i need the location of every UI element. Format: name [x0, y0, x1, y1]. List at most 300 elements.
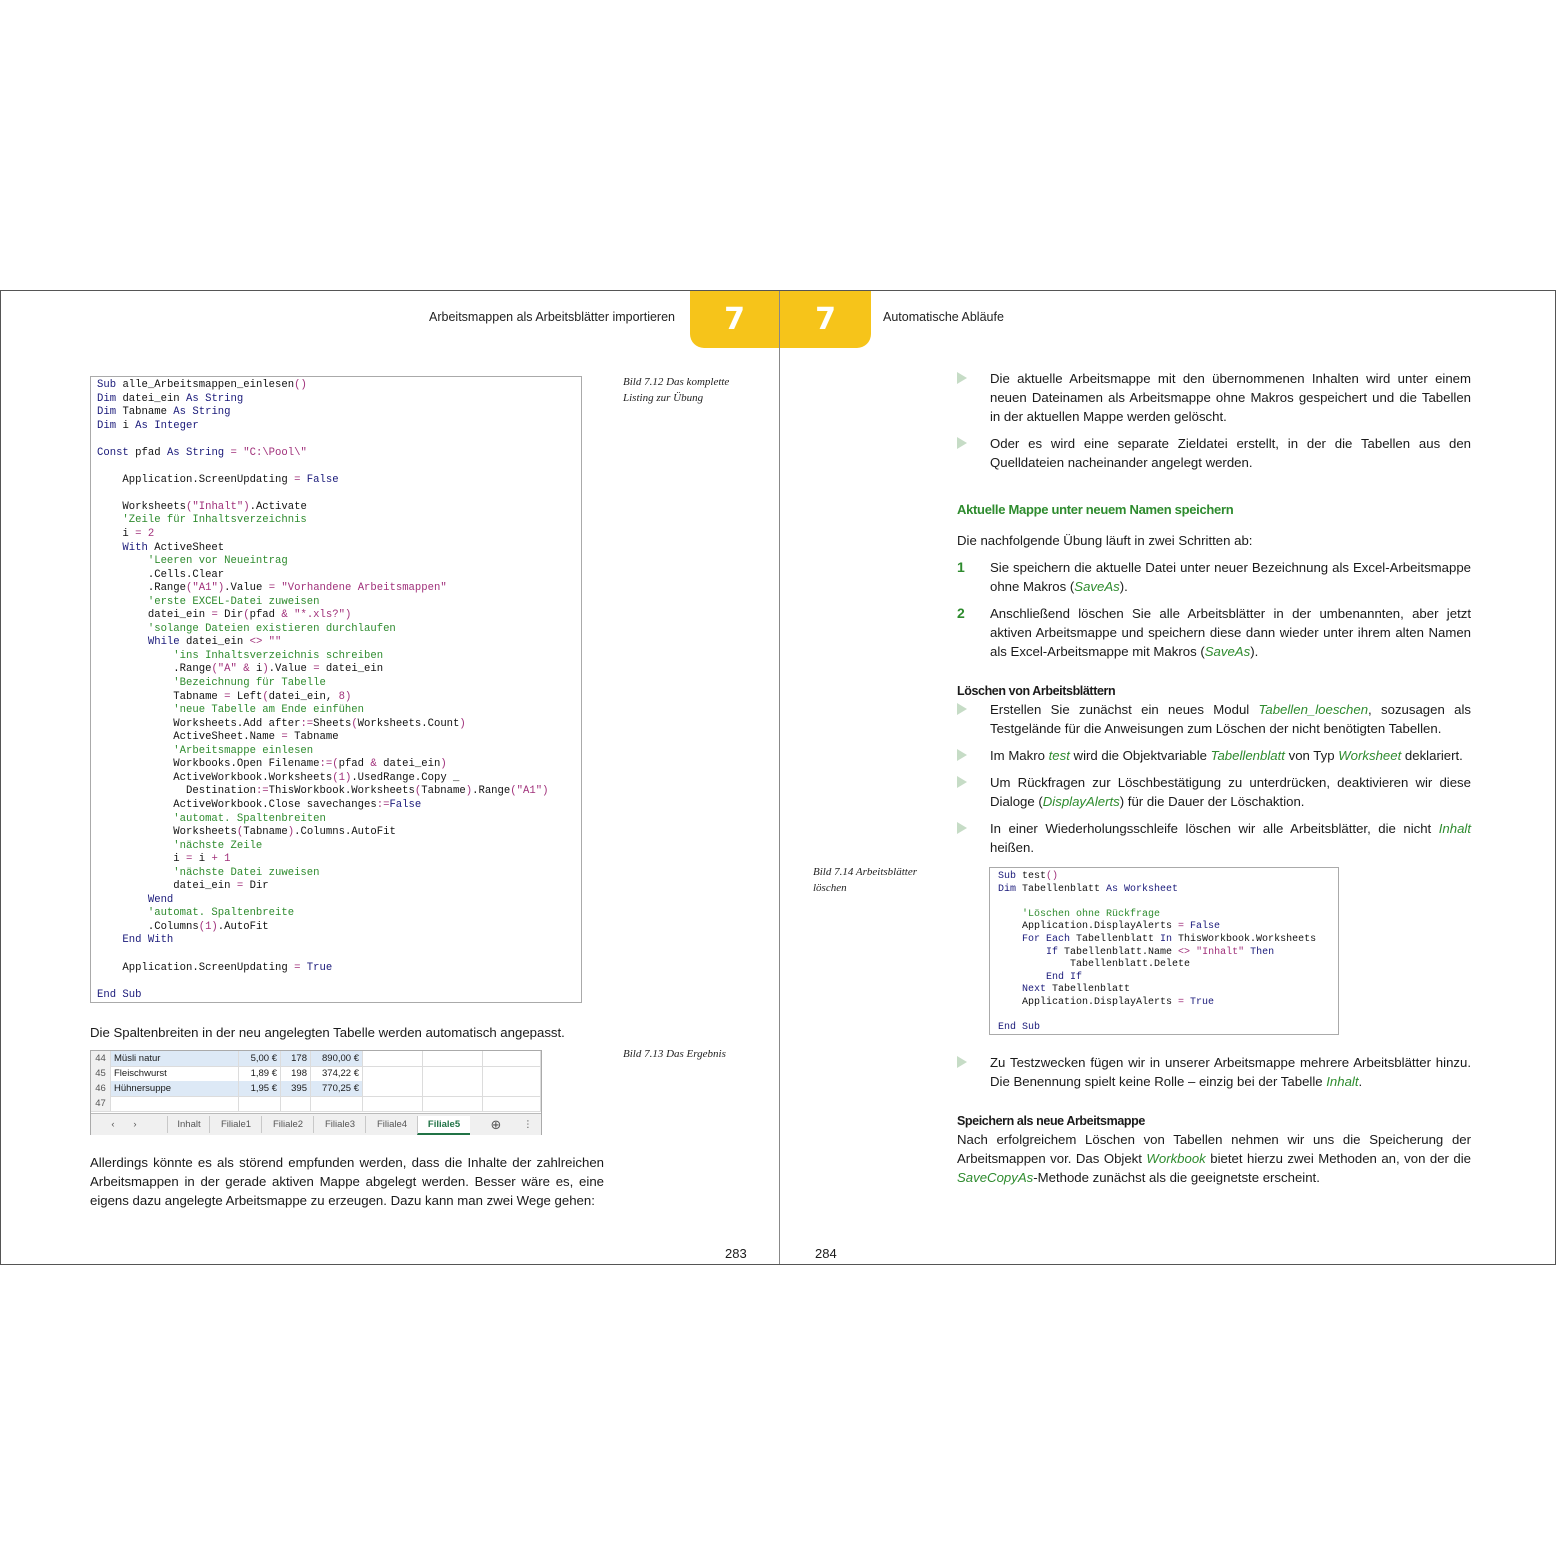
intro-paragraph: [957, 531, 1471, 550]
code-line: [97, 731, 548, 745]
step-text: ).: [1250, 644, 1259, 659]
code-line: [97, 989, 548, 1003]
sheet-tab-inhalt[interactable]: Inhalt: [167, 1116, 210, 1133]
cell-qty: 198: [281, 1066, 311, 1081]
code-line: [97, 975, 548, 989]
code-token: ): [344, 609, 352, 622]
paragraph-text: bietet hierzu zwei Methoden an, von der die: [1205, 1151, 1471, 1166]
bullet-text: Oder es wird eine separate Zieldatei erstellt, in der die Tabellen aus den Quelldateien nacheinander angelegt werden.: [990, 436, 1471, 470]
code-token: Dir: [249, 880, 269, 893]
code-token: As String: [166, 446, 231, 459]
loeschen-bullets: [957, 700, 1471, 865]
bullet-item: [957, 773, 1471, 811]
step-text: Anschließend löschen Sie alle Arbeitsblätter in der umbenannten, aber jetzt aktiven Arbeitsmappe und speichern diese dann wieder unter ihrem alten Namen als Excel-Arbeitsmappe mit Makros (: [990, 606, 1471, 659]
code-line: [97, 962, 548, 976]
sheet-tab-filiale4[interactable]: Filiale4: [365, 1116, 418, 1133]
caption-test: [813, 864, 917, 896]
cell-product: Müsli natur: [111, 1051, 239, 1066]
code-token: Tabname: [243, 826, 288, 839]
heading-loeschen: [957, 681, 1471, 701]
bullet-arrow-icon: [957, 749, 967, 761]
code-line: [97, 393, 548, 407]
code-line: [97, 907, 548, 921]
code-line: [998, 984, 1316, 997]
code-line: [998, 947, 1316, 960]
paragraph-spalten: [90, 1023, 610, 1042]
code-token: (: [186, 500, 193, 513]
code-token: As Worksheet: [1106, 883, 1179, 895]
code-token: &: [243, 663, 256, 676]
code-line: [97, 826, 548, 840]
caption-listing: [623, 374, 729, 406]
code-line: [97, 433, 548, 447]
step-number: 2: [957, 605, 965, 621]
bullet-item: [957, 369, 1471, 426]
right-page-intro-bullets: [957, 369, 1471, 480]
code-token: Tabellenblatt: [1076, 933, 1161, 945]
code-line: [97, 528, 548, 542]
cell-empty: [423, 1066, 483, 1081]
code-token: .Cells.Clear: [97, 568, 225, 581]
code-token: Worksheets.Count: [357, 717, 460, 730]
code-token: datei_ein: [97, 609, 212, 622]
code-token: Application.ScreenUpdating: [97, 961, 295, 974]
code-token: Tabname: [294, 731, 339, 744]
code-line: [97, 474, 548, 488]
cell-total: 770,25 €: [311, 1081, 363, 1096]
code-token: ThisWorkbook.Worksheets: [268, 785, 415, 798]
code-token: True: [306, 961, 333, 974]
code-token: .Value: [268, 663, 314, 676]
code-token: End Sub: [97, 988, 142, 1001]
row-number: 46: [91, 1081, 111, 1096]
cell-price: 5,00 €: [239, 1051, 281, 1066]
step-number: 1: [957, 559, 965, 575]
heading-loeschen-text: Löschen von Arbeitsblättern: [957, 684, 1116, 698]
code-line: [97, 840, 548, 854]
code-token: "A": [217, 663, 244, 676]
code-token: i: [255, 663, 263, 676]
code-line: [97, 799, 548, 813]
cell-qty: 395: [281, 1081, 311, 1096]
code-token: <>: [1178, 946, 1197, 958]
code-token: =: [268, 582, 282, 595]
code-token: =: [211, 609, 225, 622]
code-token: Tabellenblatt.Delete: [998, 959, 1191, 971]
row-number: 44: [91, 1051, 111, 1066]
code-token: ActiveWorkbook.Close savechanges: [97, 798, 377, 811]
code-listing-test: [989, 867, 1339, 1035]
bullet-text: Um Rückfragen zur Löschbestätigung zu unterdrücken, deaktivieren wir diese Dialoge (: [990, 775, 1471, 809]
cell-empty: [363, 1051, 423, 1066]
code-token: =: [281, 731, 295, 744]
heading-speichern-text: Speichern als neue Arbeitsmappe: [957, 1114, 1145, 1128]
paragraph-text: Nach erfolgreichem Löschen von Tabellen nehmen wir uns die Speicherung der Arbeitsmappen vor. Das Objekt: [957, 1132, 1471, 1166]
code-token: ): [465, 785, 473, 798]
code-line: [998, 959, 1316, 972]
row-number: 45: [91, 1066, 111, 1081]
code-token: :=(: [319, 758, 339, 771]
code-line: [97, 623, 548, 637]
code-line: [97, 650, 548, 664]
bullet-arrow-icon: [957, 372, 967, 384]
bullet-text: Erstellen Sie zunächst ein neues Modul: [990, 702, 1259, 717]
code-token: .Range: [472, 785, 511, 798]
code-token: =: [294, 473, 307, 486]
code-token: "A1": [192, 582, 218, 595]
code-line: [97, 555, 548, 569]
caption-test-line-2: löschen: [813, 882, 847, 894]
code-token: Workbooks.Open Filename: [97, 758, 320, 771]
code-token: ): [440, 758, 447, 771]
code-line: [97, 663, 548, 677]
add-sheet-icon[interactable]: ⊕: [490, 1117, 502, 1132]
code-line: [998, 972, 1316, 985]
page-number-left: 283: [725, 1246, 747, 1261]
code-line: [97, 501, 548, 515]
code-line: [97, 596, 548, 610]
code-line: [97, 745, 548, 759]
code-token: Dim: [97, 392, 123, 405]
bullet-text: In einer Wiederholungsschleife löschen wir alle Arbeitsblätter, die nicht: [990, 821, 1439, 836]
more-options-icon[interactable]: ⋮: [523, 1119, 533, 1130]
cell-empty: [423, 1096, 483, 1111]
cell-empty: [483, 1096, 541, 1111]
code-token: (: [262, 690, 269, 703]
excel-row: [91, 1096, 541, 1112]
excel-screenshot: [90, 1050, 542, 1135]
code-term: Workbook: [1146, 1151, 1206, 1166]
code-token: Application.DisplayAlerts: [998, 921, 1179, 933]
code-token: datei_ein: [383, 758, 441, 771]
bullet-text: ) für die Dauer der Löschaktion.: [1119, 794, 1305, 809]
code-token: =: [186, 853, 199, 866]
bullet-text: deklariert.: [1401, 748, 1463, 763]
code-token: True: [1190, 996, 1215, 1008]
code-token: Dir: [224, 609, 244, 622]
code-token: .Columns: [97, 920, 199, 933]
code-line: [97, 853, 548, 867]
bullet-text: , sozusagen als Testgelände für die Anweisungen zum Löschen der nicht benötigten Tabellen.: [990, 702, 1471, 736]
cell-qty: [281, 1096, 311, 1111]
bullet-text: wird die Objektvariable: [1069, 748, 1211, 763]
code-token: 'Leeren vor Neueintrag: [97, 555, 288, 568]
code-token: Then: [1250, 946, 1275, 958]
caption-result: Bild 7.13 Das Ergebnis: [623, 1048, 726, 1060]
heading-aktuelle-mappe: [957, 500, 1471, 519]
code-token: Tabname: [421, 785, 466, 798]
running-head-right: Automatische Abläufe: [883, 310, 1004, 324]
code-token: False: [306, 473, 339, 486]
cell-empty: [363, 1096, 423, 1111]
code-token: As String: [186, 392, 244, 405]
excel-row: [91, 1081, 541, 1097]
code-token: (1): [198, 920, 218, 933]
code-line: [97, 379, 548, 393]
code-line: [97, 880, 548, 894]
code-token: i: [97, 528, 136, 541]
code-token: ): [217, 582, 225, 595]
code-line: [97, 542, 548, 556]
code-line: [97, 758, 548, 772]
code-line: [998, 1010, 1316, 1023]
code-token: &: [370, 758, 384, 771]
sheet-tab-filiale5[interactable]: Filiale5: [417, 1116, 470, 1135]
cell-qty: 178: [281, 1051, 311, 1066]
code-token: Dim: [97, 406, 123, 419]
step-item: [957, 558, 1471, 596]
code-token: .Columns.AutoFit: [294, 826, 396, 839]
code-term: DisplayAlerts: [1042, 794, 1120, 809]
code-token: 'Löschen ohne Rückfrage: [998, 908, 1161, 920]
cell-product: Fleischwurst: [111, 1066, 239, 1081]
code-token: With: [97, 541, 155, 554]
sheet-tab-filiale3[interactable]: Filiale3: [313, 1116, 366, 1133]
code-token: ): [459, 717, 466, 730]
code-token: Tabname: [122, 406, 174, 419]
code-line: [97, 718, 548, 732]
code-term: test: [1048, 748, 1070, 763]
code-token: "Inhalt": [1196, 946, 1251, 958]
code-token: .UsedRange.Copy _: [351, 771, 460, 784]
code-line: [97, 447, 548, 461]
bullet-item: [957, 819, 1471, 857]
code-listing-test-text: [998, 871, 1316, 1035]
code-token: False: [1190, 921, 1221, 933]
code-token: "Inhalt": [192, 500, 244, 513]
testzwecke-bullet: [957, 1053, 1471, 1099]
code-token: Application.ScreenUpdating: [97, 473, 295, 486]
code-token: Tabname: [97, 690, 225, 703]
cell-empty: [363, 1081, 423, 1096]
code-token: =: [224, 690, 237, 703]
code-token: (: [236, 826, 244, 839]
code-token: =: [1178, 921, 1191, 933]
code-term: SaveCopyAs: [957, 1170, 1034, 1185]
code-token: datei_ein: [97, 880, 237, 893]
code-token: 8): [338, 690, 352, 703]
code-token: 'nächste Zeile: [97, 839, 263, 852]
caption-listing-line-2: Listing zur Übung: [623, 392, 704, 404]
code-token: datei_ein: [186, 636, 250, 649]
code-line: [97, 460, 548, 474]
row-number: 47: [91, 1096, 111, 1111]
code-token: (1): [332, 771, 352, 784]
code-token: (: [414, 785, 422, 798]
code-token: datei_ein: [122, 392, 187, 405]
code-token: + 1: [211, 853, 231, 866]
sheet-tab-filiale1[interactable]: Filiale1: [209, 1116, 262, 1133]
code-line: [97, 867, 548, 881]
code-token: If: [998, 946, 1065, 958]
code-token: 'ins Inhaltsverzeichnis schreiben: [97, 649, 384, 662]
code-token: Next: [998, 984, 1053, 996]
running-head-left: Arbeitsmappen als Arbeitsblätter importieren: [429, 310, 675, 324]
paragraph-spalten-text: Die Spaltenbreiten in der neu angelegten Tabelle werden automatisch angepasst.: [90, 1025, 565, 1040]
code-token: ActiveWorkbook.Worksheets: [97, 771, 333, 784]
code-term: Inhalt: [1326, 1074, 1359, 1089]
code-token: 'solange Dateien existieren durchlaufen: [97, 622, 396, 635]
step-text: ).: [1119, 579, 1128, 594]
excel-row: [91, 1051, 541, 1067]
code-token: While: [97, 636, 187, 649]
code-token: Worksheets: [97, 826, 237, 839]
code-token: test: [1022, 871, 1047, 882]
code-token: =: [236, 880, 250, 893]
excel-row: [91, 1066, 541, 1082]
code-token: Worksheets: [97, 500, 187, 513]
code-token: Destination: [97, 785, 256, 798]
code-line: [97, 677, 548, 691]
code-token: =: [313, 663, 326, 676]
code-line: [998, 934, 1316, 947]
code-token: "Vorhandene Arbeitsmappen": [281, 582, 447, 595]
code-token: &: [281, 609, 295, 622]
code-line: [998, 921, 1316, 934]
sheet-tab-bar: [91, 1113, 541, 1135]
code-token: (: [186, 582, 193, 595]
cell-empty: [423, 1081, 483, 1096]
code-line: [97, 420, 548, 434]
caption-test-line-1: Bild 7.14 Arbeitsblätter: [813, 866, 917, 878]
code-token: :=: [376, 798, 390, 811]
code-line: [998, 1022, 1316, 1035]
bullet-item: [957, 700, 1471, 738]
code-token: 'Bezeichnung für Tabelle: [97, 677, 326, 690]
code-token: ): [243, 500, 250, 513]
code-term: Tabellenblatt: [1210, 748, 1285, 763]
code-line: [998, 909, 1316, 922]
steps-list: [957, 558, 1471, 669]
code-token: False: [389, 798, 422, 811]
step-item: [957, 604, 1471, 661]
bullet-text: Im Makro: [990, 748, 1049, 763]
cell-price: 1,89 €: [239, 1066, 281, 1081]
code-line: [97, 569, 548, 583]
code-listing-main-text: [97, 379, 548, 1002]
code-token: Tabellenblatt.Name: [1064, 946, 1179, 958]
code-token: Dim: [97, 419, 123, 432]
bullet-text: Zu Testzwecken fügen wir in unserer Arbeitsmappe mehrere Arbeitsblätter hinzu. Die Benennung spielt keine Rolle – einzig bei der Tabelle: [990, 1055, 1471, 1089]
code-token: :=: [300, 717, 314, 730]
sheet-nav-prev-icon[interactable]: ‹: [111, 1119, 115, 1130]
cell-empty: [483, 1066, 541, 1081]
cell-empty: [483, 1081, 541, 1096]
bullet-text: von Typ: [1284, 748, 1339, 763]
sheet-tab-filiale2[interactable]: Filiale2: [261, 1116, 314, 1133]
code-term: SaveAs: [1074, 579, 1120, 594]
code-token: (: [351, 717, 358, 730]
code-token: "": [268, 636, 282, 649]
code-token: =: [294, 961, 307, 974]
cell-total: [311, 1096, 363, 1111]
code-token: alle_Arbeitsmappen_einlesen: [122, 379, 295, 391]
chapter-tab-left: 7: [690, 291, 779, 348]
code-token: Left: [236, 690, 263, 703]
code-token: i: [198, 853, 212, 866]
code-token: 'nächste Datei zuweisen: [97, 866, 320, 879]
code-token: =: [230, 446, 244, 459]
code-token: Sub: [998, 871, 1023, 882]
code-token: Wend: [97, 893, 174, 906]
code-token: datei_ein: [325, 663, 384, 676]
bullet-item: [957, 746, 1471, 765]
code-token: Dim: [998, 883, 1023, 895]
code-token: 'neue Tabelle am Ende einfühen: [97, 704, 365, 717]
code-line: [97, 582, 548, 596]
bullet-arrow-icon: [957, 822, 967, 834]
code-token: "A1": [516, 785, 543, 798]
code-token: (): [294, 379, 307, 391]
code-token: End Sub: [998, 1022, 1041, 1034]
code-line: [97, 772, 548, 786]
code-token: datei_ein,: [268, 690, 339, 703]
paragraph-speichern: [957, 1130, 1471, 1187]
code-token: ): [287, 826, 295, 839]
heading-speichern: [957, 1111, 1471, 1131]
bullet-arrow-icon: [957, 776, 967, 788]
code-token: = 2: [135, 528, 155, 541]
code-line: [97, 785, 548, 799]
code-token: =: [1178, 996, 1191, 1008]
code-line: [998, 997, 1316, 1010]
code-token: For Each: [998, 933, 1077, 945]
code-line: [998, 884, 1316, 897]
code-line: [97, 704, 548, 718]
cell-total: 890,00 €: [311, 1051, 363, 1066]
code-token: (): [1046, 871, 1059, 882]
bullet-text: heißen.: [990, 840, 1034, 855]
code-line: [97, 894, 548, 908]
code-term: Inhalt: [1438, 821, 1471, 836]
code-token: :=: [255, 785, 269, 798]
code-token: pfad: [249, 609, 282, 622]
code-line: [998, 871, 1316, 884]
code-token: pfad: [338, 758, 371, 771]
bullet-item: [957, 1053, 1471, 1091]
cell-product: [111, 1096, 239, 1111]
code-token: i: [97, 853, 187, 866]
code-line: [97, 609, 548, 623]
code-listing-main: [90, 376, 582, 1003]
bullet-item: [957, 434, 1471, 472]
cell-product: Hühnersuppe: [111, 1081, 239, 1096]
code-token: 'automat. Spaltenbreite: [97, 907, 295, 920]
code-term: SaveAs: [1204, 644, 1251, 659]
code-token: Sheets: [313, 717, 352, 730]
code-token: End If: [998, 971, 1083, 983]
code-token: 'Arbeitsmappe einlesen: [97, 744, 314, 757]
code-token: ): [542, 785, 549, 798]
cell-price: [239, 1096, 281, 1111]
intro-text: Die nachfolgende Übung läuft in zwei Schritten ab:: [957, 533, 1253, 548]
code-token: "C:\Pool\": [243, 446, 307, 459]
code-line: [97, 948, 548, 962]
code-token: ActiveSheet.Name: [97, 731, 282, 744]
code-token: Tabellenblatt: [1022, 883, 1107, 895]
chapter-tab-right: 7: [780, 291, 871, 348]
code-token: ActiveSheet: [154, 541, 225, 554]
sheet-nav-next-icon[interactable]: ›: [133, 1119, 137, 1130]
code-token: (: [510, 785, 517, 798]
bullet-text: Die aktuelle Arbeitsmappe mit den übernommenen Inhalten wird unter einem neuen Dateinamen als Arbeitsmappe ohne Makros gespeichert und die Tabellen in der aktuellen Mappe werden gelöscht.: [990, 371, 1471, 424]
code-line: [97, 487, 548, 501]
code-token: 'erste EXCEL-Datei zuweisen: [97, 595, 320, 608]
code-line: [97, 691, 548, 705]
code-token: <>: [249, 636, 269, 649]
code-token: As String: [173, 406, 231, 419]
code-token: 'automat. Spaltenbreiten: [97, 812, 326, 825]
